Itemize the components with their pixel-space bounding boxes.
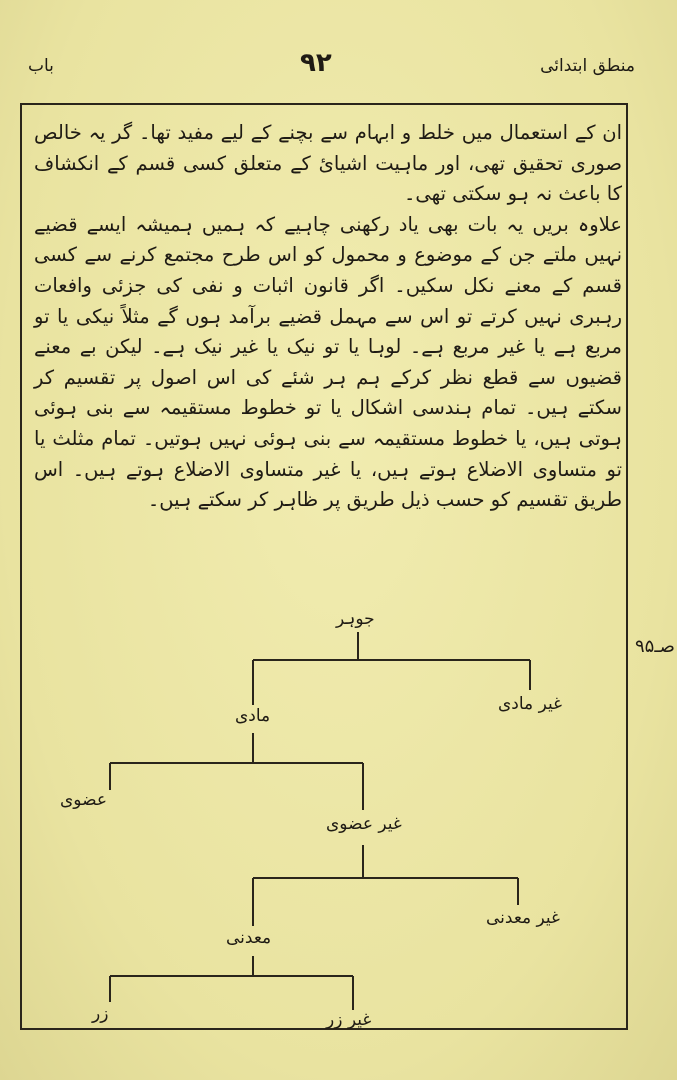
page-number: ۹۲ [300,48,332,78]
paragraph-1: ان کے استعمال میں خلط و ابہام سے بچنے کے لیے مفید تھا۔ گر یہ خالص صوری تحقیق تھی، اور ماہیت اشیائ کے متعلق کسی قسم کے انکشاف کا باعث نہ ہو سکتی تھی۔ [34,121,622,206]
tree-node-level2-right: غیر عضوی [326,814,402,834]
tree-node-level4-left: زر [92,1004,109,1024]
tree-node-level1-left: مادی [235,706,271,726]
tree-node-level4-right: غیر زر [326,1010,372,1030]
tree-node-root: جوہر [336,609,375,629]
book-title: منطق ابتدائی [540,56,635,76]
margin-note: صـ۹۵ [635,636,675,657]
chapter-label: باب [28,56,54,76]
tree-node-level2-left: عضوی [60,790,107,810]
tree-node-level3-right: غیر معدنی [486,908,560,928]
paragraph-2: علاوہ بریں یہ بات بھی یاد رکھنی چاہیے کہ ہمیں ہمیشہ ایسے قضیے نہیں ملتے جن کے موضوع و محمول کو اس طرح مجتمع کرنے سے کسی قسم کے معنے نکل سکیں۔ اگر قانون اثبات و نفی کی جزئی وافعات رہبری نہیں کرتے تو اس سے مہمل قضیے برآمد ہوں گے مثلاً نیکی یا تو مربع ہے یا غیر مربع ہے۔ لوہا یا تو نیک یا غیر نیک ہے۔ لیکن بے معنے قضیوں سے قطع نظر کرکے ہم ہر شئے کی اس اصول پر تقسیم کر سکتے ہیں۔ تمام ہندسی اشکال یا تو خطوط مستقیمہ سے بنی ہوئی ہوتی ہیں، یا خطوط مستقیمہ سے بنی ہوئی نہیں ہوتیں۔ تمام مثلث یا تو متساوی الاضلاع ہوتے ہیں، یا غیر متساوی الاضلاع ہوتے ہیں۔ اس طریق تقسیم کو حسب ذیل طریق پر ظاہر کر سکتے ہیں۔ [34,212,622,512]
tree-node-level3-left: معدنی [226,928,272,948]
tree-node-level1-right: غیر مادی [498,694,562,714]
